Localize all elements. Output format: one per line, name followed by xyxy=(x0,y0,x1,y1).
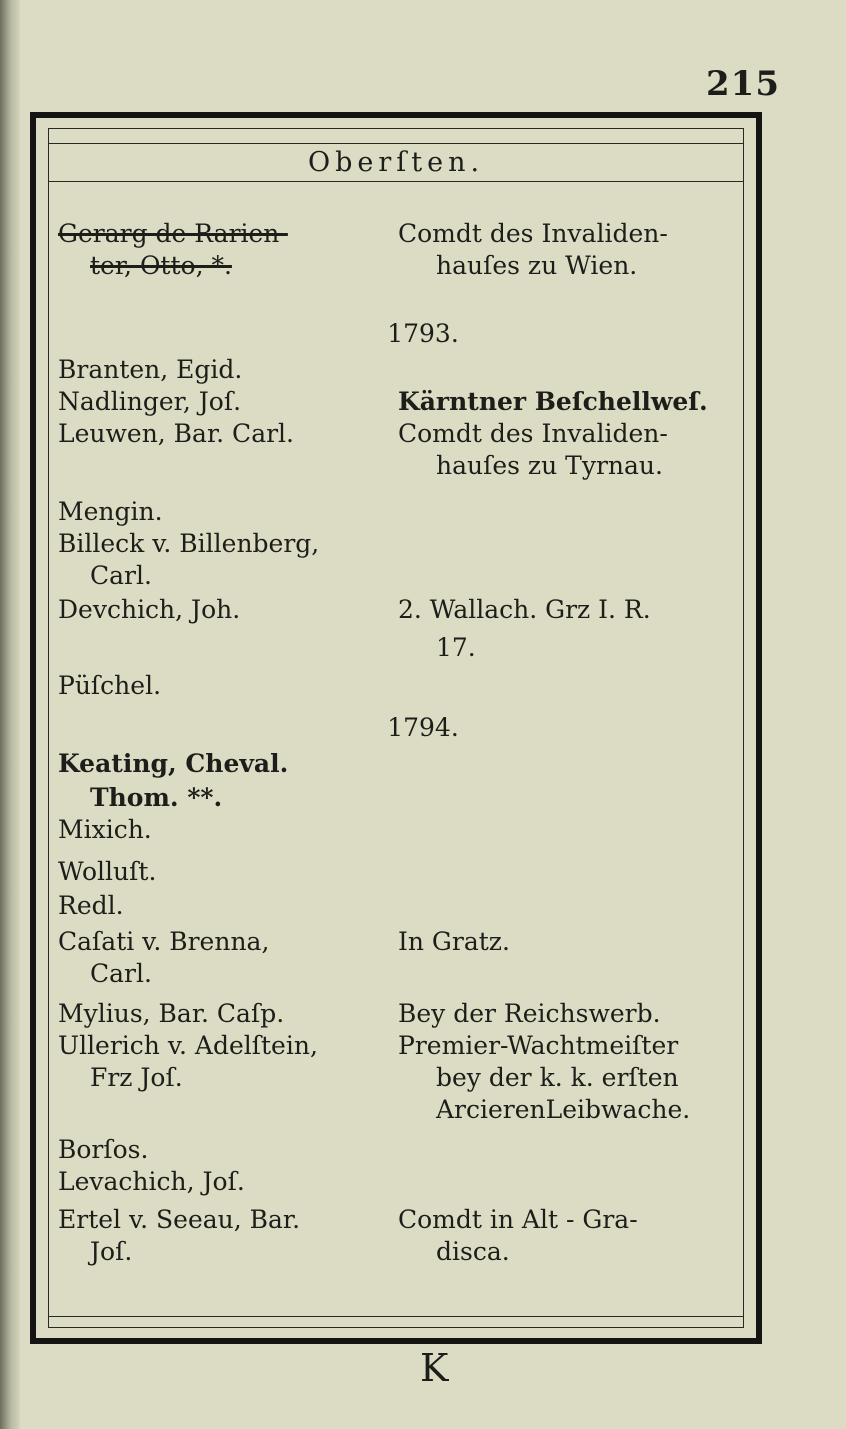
officer-note-line: Premier-Wachtmeiſter xyxy=(398,1031,679,1060)
officer-name-line: Mengin. xyxy=(58,497,163,526)
officer-note-line: Bey der Reichswerb. xyxy=(398,999,661,1028)
officer-name-line: Püſchel. xyxy=(58,671,162,700)
header-rule xyxy=(49,143,743,144)
officer-name-line: Borſos. xyxy=(58,1135,149,1164)
officer-note-line: 2. Wallach. Grz I. R. xyxy=(398,595,651,624)
officer-name-line: Thom. **. xyxy=(90,783,223,812)
officer-name-line: Ullerich v. Adelſtein, xyxy=(58,1031,318,1060)
officer-name-line: Mylius, Bar. Caſp. xyxy=(58,999,285,1028)
officer-name-line: Frz Joſ. xyxy=(90,1063,183,1092)
officer-note-line: Comdt des Invaliden- xyxy=(398,419,668,448)
year-heading: 1794. xyxy=(387,713,459,742)
officer-note-line: hauſes zu Wien. xyxy=(436,251,638,280)
officer-note-line: ArcierenLeibwache. xyxy=(436,1095,691,1124)
section-header xyxy=(49,137,743,182)
officer-name-line: Ertel v. Seeau, Bar. xyxy=(58,1205,301,1234)
officer-name-line: Wolluſt. xyxy=(58,857,157,886)
officer-note-line: Comdt in Alt - Gra- xyxy=(398,1205,638,1234)
officer-note-line: bey der k. k. erſten xyxy=(436,1063,679,1092)
officer-note-line: hauſes zu Tyrnau. xyxy=(436,451,663,480)
officer-note-line: Comdt des Invaliden- xyxy=(398,219,668,248)
catchword: K xyxy=(420,1346,449,1390)
officer-name-line: Devchich, Joh. xyxy=(58,595,241,624)
officer-note-line: Kärntner Beſchellweſ. xyxy=(398,387,708,416)
officer-name-line: Nadlinger, Joſ. xyxy=(58,387,242,416)
officer-name-line: Gerarg de Rarien- xyxy=(58,219,288,248)
officer-note-line: disca. xyxy=(436,1237,510,1266)
officer-name-line: Keating, Cheval. xyxy=(58,749,289,778)
officer-name-line: Joſ. xyxy=(90,1237,133,1266)
officer-name-line: Leuwen, Bar. Carl. xyxy=(58,419,294,448)
year-heading: 1793. xyxy=(387,319,459,348)
section-title: Oberſten. xyxy=(307,147,485,178)
officer-note-line: In Gratz. xyxy=(398,927,510,956)
officer-name-line: ter, Otto, *. xyxy=(90,251,232,280)
officer-name-line: Carl. xyxy=(90,561,152,590)
officer-name-line: Billeck v. Billenberg, xyxy=(58,529,320,558)
officer-name-line: Redl. xyxy=(58,891,124,920)
officer-name-line: Levachich, Joſ. xyxy=(58,1167,245,1196)
bottom-rule xyxy=(49,1316,743,1317)
officer-name-line: Mixich. xyxy=(58,815,152,844)
officer-name-line: Caſati v. Brenna, xyxy=(58,927,270,956)
officer-name-line: Branten, Egid. xyxy=(58,355,243,384)
page-number: 215 xyxy=(706,64,780,104)
officer-note-line: 17. xyxy=(436,633,476,662)
officer-name-line: Carl. xyxy=(90,959,152,988)
